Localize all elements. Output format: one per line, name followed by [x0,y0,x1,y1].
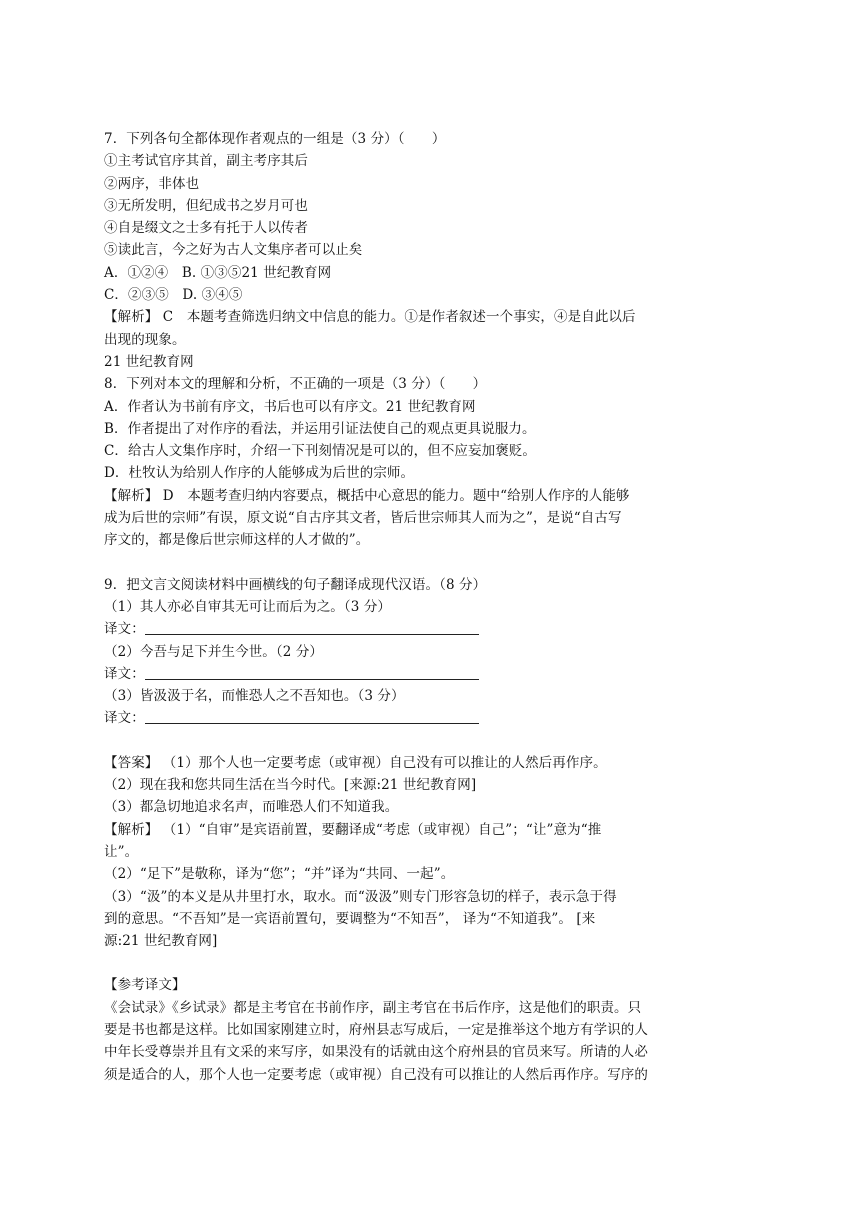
q7-options-cd: C．②③⑤ D. ③④⑤ [104,287,243,304]
q7-analysis-cont: 出现的现象。 [104,331,186,348]
spacer [104,730,740,752]
q9-analysis: 源:21 世纪教育网] [104,933,218,950]
q7-item: ②两序，非体也 [104,175,200,192]
q9-stem: 9．把文言文阅读材料中画横线的句子翻译成现代汉语。（8 分） [104,576,487,593]
reference-line: 中年长受尊崇并且有文采的来写序，如果没有的话就由这个府州县的官员来写。所请的人必 [104,1044,648,1061]
q9-answer: （2）现在我和您共同生活在当今时代。[来源:21 世纪教育网] [104,777,477,794]
watermark-text: 21 世纪教育网 [104,353,194,370]
answer-blank [145,709,479,724]
q9-analysis: （2）“足下”是敬称，译为“您”；“并”译为“共同、一起”。 [104,866,455,883]
q8-option-b: B．作者提出了对作序的看法，并运用引证法使自己的观点更具说服力。 [104,420,536,437]
q7-item: ⑤读此言，今之好为古人文集序者可以止矣 [104,242,363,259]
q9-answer: （3）都急切地追求名声，而唯恐人们不知道我。 [104,799,399,816]
spacer [104,952,740,974]
answer-blank [145,665,479,680]
reference-heading: 【参考译文】 [104,977,186,994]
q9-part-2: （2）今吾与足下并生今世。（2 分） [104,643,324,660]
q8-analysis: 【解析】 D 本题考查归纳内容要点，概括中心意思的能力。题中“给别人作序的人能够 [104,487,630,504]
q9-translation-line-3 [104,707,740,729]
q9-analysis: （3）“汲”的本义是从井里打水，取水。而“汲汲”则专门形容急切的样子，表示急于得 [104,888,617,905]
answer-blank [145,620,479,635]
q7-stem: 7．下列各句全都体现作者观点的一组是（3 分）（ ） [104,131,446,147]
reference-line: 须是适合的人，那个人也一定要考虑（或审视）自己没有可以推让的人然后再作序。写序的 [104,1066,648,1083]
q9-analysis: 到的意思。“不吾知”是一宾语前置句，要调整为“不知吾”， 译为“不知道我”。 [来 [104,910,596,927]
reference-line: 要是书也都是这样。比如国家刚建立时，府州县志写成后，一定是推举这个地方有学识的人 [104,1021,648,1038]
q9-part-1: （1）其人亦必自审其无可让而后为之。（3 分） [104,598,392,615]
q9-analysis: 让”。 [104,843,139,860]
translation-label: 译文： [104,621,145,638]
translation-label: 译文： [104,665,145,682]
q9-translation-line-1 [104,618,740,640]
q7-options-ab: A．①②④ B. ①③⑤21 世纪教育网 [104,264,332,281]
q7-item: ④自是缀文之士多有托于人以传者 [104,220,308,237]
q7-item: ③无所发明，但纪成书之岁月可也 [104,197,308,214]
q8-option-d: D．杜牧认为给别人作序的人能够成为后世的宗师。 [104,465,415,482]
spacer [104,552,740,574]
q9-analysis: 【解析】 （1）“自审”是宾语前置，要翻译成“考虑（或审视）自己”；“让”意为“推 [104,821,602,838]
translation-label: 译文： [104,710,145,727]
q7-analysis: 【解析】 C 本题考查筛选归纳文中信息的能力。①是作者叙述一个事实，④是自此以后 [104,309,636,326]
q8-option-c: C．给古人文集作序时，介绍一下刊刻情况是可以的，但不应妄加褒贬。 [104,443,537,460]
q9-translation-line-2 [104,663,740,685]
q8-option-a: A．作者认为书前有序文，书后也可以有序文。21 世纪教育网 [104,398,476,415]
q9-answer: 【答案】 （1）那个人也一定要考虑（或审视）自己没有可以推让的人然后再作序。 [104,754,607,771]
q9-part-3: （3）皆汲汲于名，而惟恐人之不吾知也。（3 分） [104,688,405,705]
q8-analysis: 成为后世的宗师”有误，原文说“自古序其文者，皆后世宗师其人而为之”，是说“自古写 [104,510,622,527]
reference-line: 《会试录》《乡试录》都是主考官在书前作序，副主考官在书后作序，这是他们的职责。只 [104,999,642,1016]
q8-stem: 8．下列对本文的理解和分析，不正确的一项是（3 分）（ ） [104,376,487,393]
q8-analysis: 序文的，都是像后世宗师这样的人才做的”。 [104,532,370,549]
q7-item: ①主考试官序其首，副主考序其后 [104,153,308,170]
